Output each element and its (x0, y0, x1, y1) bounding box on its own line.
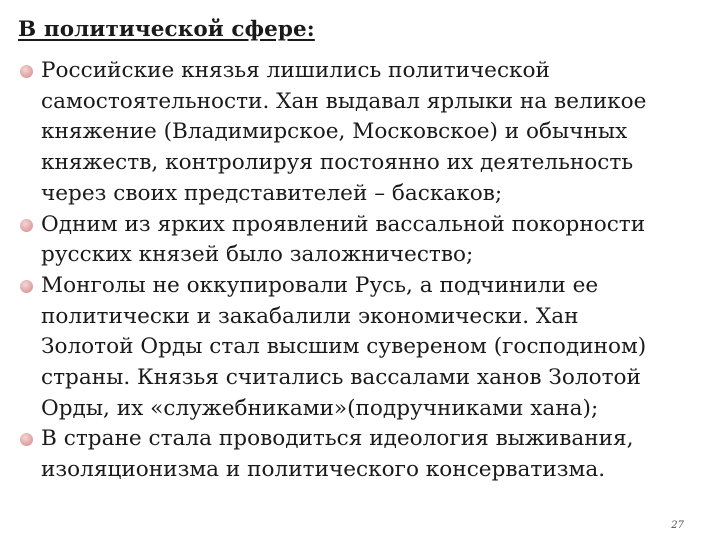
bullet-dot-icon (20, 433, 33, 446)
bullet-item (18, 56, 708, 210)
bullet-dot-icon (20, 219, 33, 232)
page-number: 27 (671, 520, 684, 531)
bullet-dot-icon (20, 280, 33, 293)
bullet-text: Одним из ярких проявлений вассальной покорности русских князей было заложничество; (41, 211, 646, 268)
bullet-dot-icon (20, 65, 33, 78)
bullet-item (18, 271, 708, 425)
bullet-list (18, 56, 708, 486)
bullet-text: Монголы не оккупировали Русь, а подчинили ее политически и закабалили экономически. Хан Золотой Орды стал высшим сувереном (господином) страны. Князья считались вассалами ханов Золотой Орды, их «служебниками»(подручниками хана); (41, 272, 647, 421)
bullet-text: Российские князья лишились политической самостоятельности. Хан выдавал ярлыки на великое княжение (Владимирское, Московское) и обычных княжеств, контролируя постоянно их деятельность через своих представителей – баскаков; (41, 58, 647, 206)
bullet-text: В стране стала проводиться идеология выживания, изоляционизма и политического консерватизма. (41, 426, 634, 483)
slide-heading: В политической сфере: (18, 17, 315, 42)
bullet-item (18, 424, 708, 485)
bullet-item (18, 210, 708, 271)
